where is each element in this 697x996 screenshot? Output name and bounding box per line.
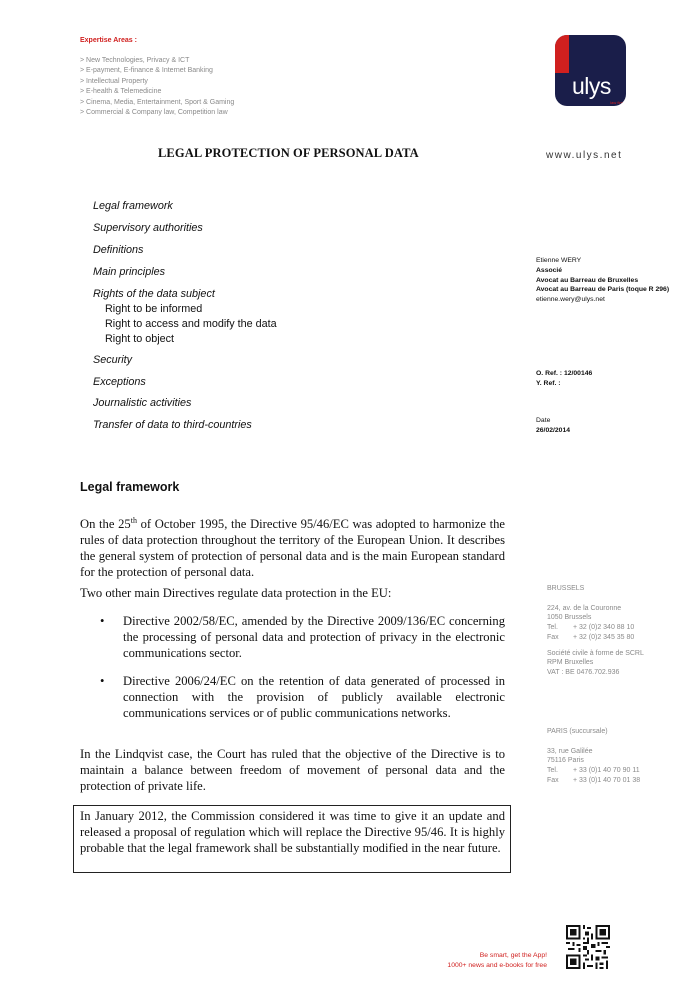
- date-block: [536, 416, 570, 436]
- expertise-item: > Intellectual Property: [80, 77, 148, 85]
- brussels-address: [547, 584, 644, 678]
- expertise-item: > E-payment, E-finance & Internet Banking: [80, 67, 213, 75]
- company-form: Société civile à forme de SCRL: [547, 649, 644, 657]
- toc-item[interactable]: Exceptions: [93, 376, 146, 388]
- logo-subtext: law firm: [610, 100, 624, 105]
- expertise-item: > Commercial & Company law, Competition law: [80, 109, 228, 117]
- paragraph-lindqvist: In the Lindqvist case, the Court has ruled that the objective of the Directive is to maintain a balance between freedom of movement of personal data and the protection of private life.: [80, 747, 505, 793]
- brussels-city: 1050 Brussels: [547, 614, 592, 622]
- expertise-item: > Cinema, Media, Entertainment, Sport & Gaming: [80, 98, 235, 106]
- paragraph-intro: [80, 513, 505, 580]
- app-promo[interactable]: [447, 951, 547, 971]
- list-item-text: Directive 2002/58/EC, amended by the Directive 2009/136/EC concerning the processing of personal data and protection of privacy in the electronic communications sector.: [123, 614, 505, 660]
- toc-item[interactable]: Security: [93, 354, 133, 366]
- paris-address: [547, 727, 640, 786]
- author-block: [536, 256, 669, 305]
- paris-street: 33, rue Galilée: [547, 747, 593, 755]
- qr-code-icon[interactable]: [566, 925, 610, 969]
- tel-value: + 32 (0)2 340 88 10: [573, 624, 635, 632]
- bullet-icon: •: [100, 614, 105, 628]
- expertise-list: [80, 56, 234, 118]
- toc-item[interactable]: Transfer of data to third-countries: [93, 419, 252, 431]
- tel-value: + 33 (0)1 40 70 90 11: [573, 767, 640, 775]
- toc-item[interactable]: Journalistic activities: [93, 397, 192, 409]
- tel-label: Tel.: [547, 624, 558, 632]
- expertise-item: > E-health & Telemedicine: [80, 88, 162, 96]
- tel-label: Tel.: [547, 767, 558, 775]
- our-reference: O. Ref. : 12/00146: [536, 370, 593, 377]
- toc-item[interactable]: Definitions: [93, 244, 144, 256]
- brussels-title: BRUSSELS: [547, 585, 585, 592]
- reference-block: [536, 369, 592, 389]
- list-item-text: Directive 2006/24/EC on the retention of data generated of processed in connection with the provision of publicly available electronic communications services or of public communications networks.: [123, 674, 505, 720]
- author-name: Etienne WERY: [536, 257, 582, 264]
- date-value: 26/02/2014: [536, 426, 571, 434]
- logo-red-bar: [555, 35, 569, 73]
- brussels-fax: [547, 633, 644, 643]
- bullet-icon: •: [100, 674, 105, 688]
- document-title: LEGAL PROTECTION OF PERSONAL DATA: [158, 146, 419, 160]
- company-vat: VAT : BE 0476.702.936: [547, 668, 620, 676]
- paragraph-text: On the 25: [80, 517, 131, 532]
- superscript: th: [130, 516, 137, 525]
- brussels-street: 224, av. de la Couronne: [547, 604, 622, 612]
- highlight-text: In January 2012, the Commission considered it was time to give it an update and released a proposal of regulation which will replace the Directive 95/46. It is highly probable that the legal framework shall be substantially modified in the near future.: [80, 809, 505, 855]
- company-rpm: RPM Bruxelles: [547, 659, 594, 667]
- paris-fax: [547, 776, 640, 786]
- toc-item[interactable]: Legal framework: [93, 200, 173, 212]
- toc-item[interactable]: Rights of the data subject: [93, 288, 215, 300]
- toc-item[interactable]: Main principles: [93, 266, 166, 278]
- fax-value: + 32 (0)2 345 35 80: [573, 633, 635, 641]
- toc-subitem[interactable]: Right to be informed: [105, 303, 203, 315]
- toc-subitem[interactable]: Right to access and modify the data: [105, 318, 277, 330]
- paragraph-text: of October 1995, the Directive 95/46/EC was adopted to harmonize the rules of data protection throughout the territory of the European Union. It describes the general system of protection of personal data and is the main European standard for the protection of personal data.: [80, 517, 505, 579]
- fax-label: Fax: [547, 776, 559, 784]
- paris-title: PARIS (succursale): [547, 728, 608, 735]
- fax-value: + 33 (0)1 40 70 01 38: [573, 776, 641, 784]
- paris-tel: [547, 766, 640, 776]
- highlight-box: [73, 805, 511, 873]
- section-heading: Legal framework: [80, 480, 180, 494]
- expertise-title: Expertise Areas :: [80, 37, 137, 44]
- ulys-logo: [555, 35, 626, 106]
- toc-item[interactable]: Supervisory authorities: [93, 222, 203, 234]
- author-bar-paris: Avocat au Barreau de Paris (toque R 296): [536, 286, 670, 294]
- your-reference: Y. Ref. :: [536, 379, 561, 387]
- brussels-tel: [547, 623, 644, 633]
- date-label: Date: [536, 417, 551, 424]
- paris-city: 75116 Paris: [547, 757, 584, 765]
- toc-subitem[interactable]: Right to object: [105, 333, 175, 345]
- promo-line1: Be smart, get the App!: [479, 952, 547, 959]
- expertise-item: > New Technologies, Privacy & ICT: [80, 57, 190, 64]
- author-role: Associé: [536, 266, 563, 274]
- logo-text: ulys: [572, 73, 611, 99]
- author-bar-brussels: Avocat au Barreau de Bruxelles: [536, 276, 639, 284]
- promo-line2: 1000+ news and e-books for free: [447, 962, 547, 969]
- fax-label: Fax: [547, 633, 559, 641]
- paragraph-directives: Two other main Directives regulate data protection in the EU:: [80, 586, 392, 600]
- website-link[interactable]: www.ulys.net: [546, 150, 623, 161]
- author-email[interactable]: etienne.wery@ulys.net: [536, 296, 605, 304]
